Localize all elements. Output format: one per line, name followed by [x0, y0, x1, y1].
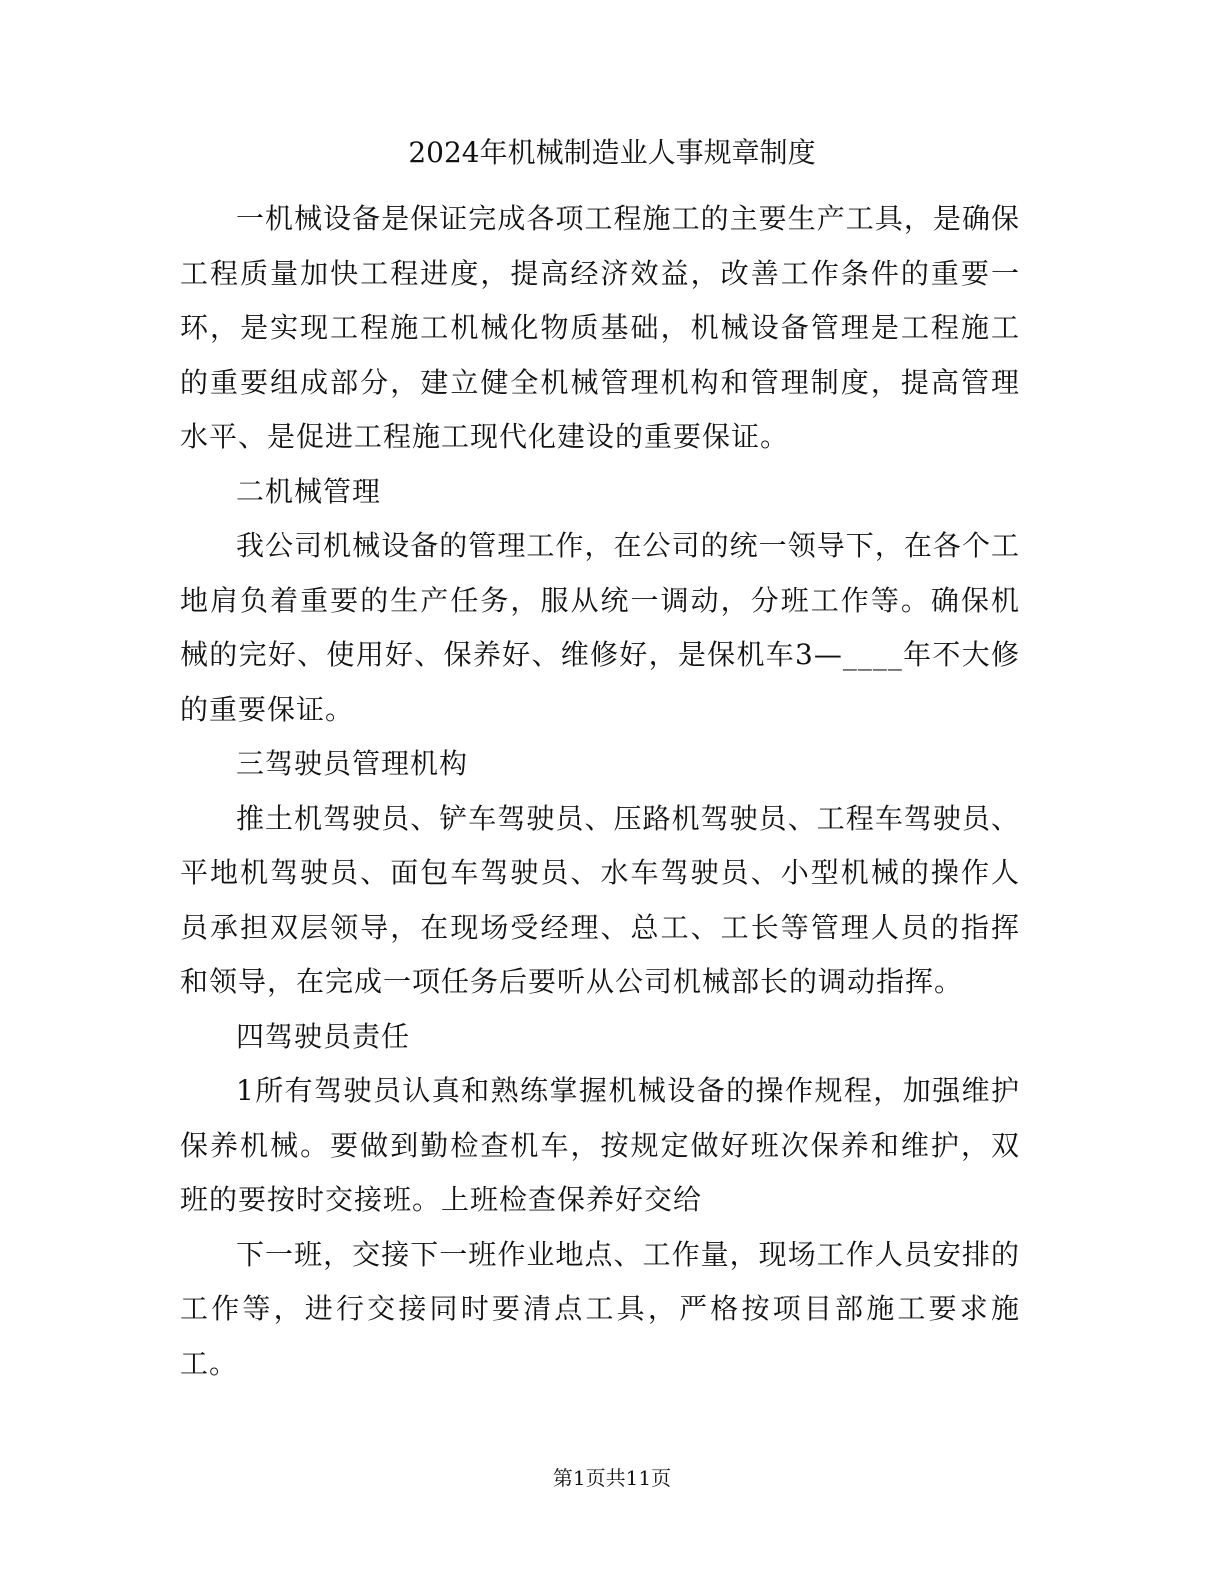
document-body	[180, 192, 1020, 1391]
paragraph-section-4-item-1: 1所有驾驶员认真和熟练掌握机械设备的操作规程，加强维护保养机械。要做到勤检查机车，按规定做好班次保养和维护，双班的要按时交接班。上班检查保养好交给	[180, 1074, 1020, 1216]
heading-section-4: 四驾驶员责任	[236, 1019, 411, 1053]
heading-section-3: 三驾驶员管理机构	[236, 747, 469, 780]
paragraph-section-2: 我公司机械设备的管理工作，在公司的统一领导下，在各个工地肩负着重要的生产任务，服从统一调动，分班工作等。确保机械的完好、使用好、保养好、维修好，是保机车3—____年不大修的重要保证。	[180, 529, 1020, 726]
document-title: 2024年机械制造业人事规章制度	[408, 136, 816, 169]
paragraph-section-3: 推土机驾驶员、铲车驾驶员、压路机驾驶员、工程车驾驶员、平地机驾驶员、面包车驾驶员、水车驾驶员、小型机械的操作人员承担双层领导，在现场受经理、总工、工长等管理人员的指挥和领导，在完成一项任务后要听从公司机械部长的调动指挥。	[180, 801, 1020, 998]
page-number-footer: 第1页共11页	[552, 1466, 672, 1490]
paragraph-section-4-continued: 下一班，交接下一班作业地点、工作量，现场工作人员安排的工作等，进行交接同时要清点工具，严格按项目部施工要求施工。	[180, 1237, 1020, 1380]
heading-section-2: 二机械管理	[236, 474, 382, 508]
paragraph-section-1: 一机械设备是保证完成各项工程施工的主要生产工具，是确保工程质量加快工程进度，提高经济效益，改善工作条件的重要一环，是实现工程施工机械化物质基础，机械设备管理是工程施工的重要组成部分，建立健全机械管理机构和管理制度，提高管理水平、是促进工程施工现代化建设的重要保证。	[180, 202, 1020, 453]
